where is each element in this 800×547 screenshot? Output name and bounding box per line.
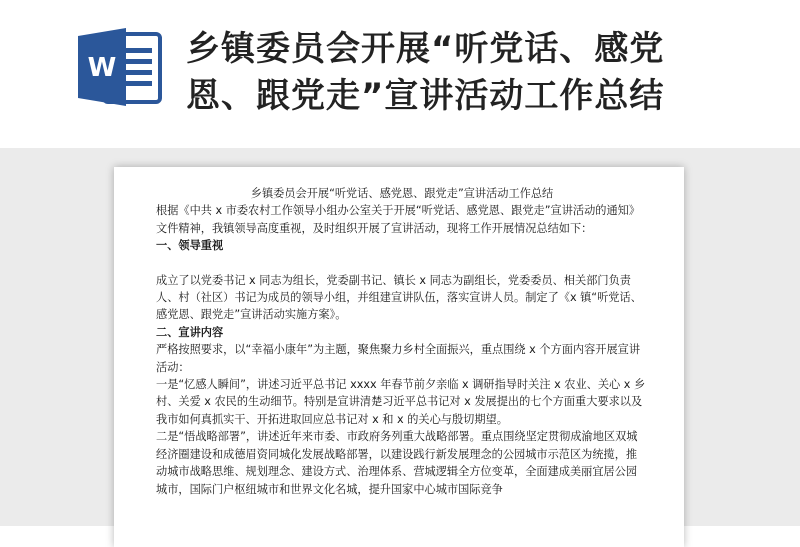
page-title-line1: 乡镇委员会开展“听党话、感党 bbox=[186, 29, 665, 69]
word-document-icon bbox=[76, 26, 168, 108]
section2-heading: 二、宣讲内容 bbox=[156, 325, 224, 339]
document-body bbox=[156, 185, 648, 498]
list-item: 二是“悟战略部署”，讲述近年来市委、市政府务列重大战略部署。重点围绕坚定贯彻成渝地区双城经济圈建设和成德眉资同城化发展战略部署，以建设践行新发展理念的公园城市示范区为统揽，推动城市战略思维、规划理念、建设方式、治理体系、营城逻辑全方位变革，全面建成美丽宜居公园城市，国际门户枢纽城市和世界文化名城，提升国家中心城市国际竞争 bbox=[156, 430, 638, 496]
document-intro: 根据《中共 x 市委农村工作领导小组办公室关于开展“听党话、感党恩、跟党走”宣讲活动的通知》文件精神，我镇领导高度重视，及时组织开展了宣讲活动，现将工作开展情况总结如下： bbox=[156, 204, 641, 235]
section2-intro: 严格按照要求，以“幸福小康年”为主题，聚焦聚力乡村全面振兴，重点围绕 x 个方面内容开展宣讲活动： bbox=[156, 343, 641, 374]
section1-heading: 一、领导重视 bbox=[156, 239, 224, 253]
document-page bbox=[114, 167, 684, 547]
page-title bbox=[186, 26, 786, 120]
section1-body: 成立了以党委书记 x 同志为组长，党委副书记、镇长 x 同志为副组长，党委委员、相关部门负责人、村（社区）书记为成员的领导小组，并组建宣讲队伍，落实宣讲人员。制定了《x 镇“听党话、感党恩、跟党走”宣讲活动实施方案》。 bbox=[156, 273, 642, 322]
list-item: 一是“忆感人瞬间”，讲述习近平总书记 xxxx 年春节前夕亲临 x 调研指导时关注 x 农业、关心 x 乡村、关爱 x 农民的生动细节。特别是宣讲清楚习近平总书记对 x 发展提出的七个方面重大要求以及我市如何真抓实干、开拓进取回应总书记对 x 和 x 的关心与殷切期望。 bbox=[156, 378, 646, 426]
document-title: 乡镇委员会开展“听党话、感党恩、跟党走”宣讲活动工作总结 bbox=[250, 187, 554, 200]
page-header bbox=[0, 0, 800, 150]
page-title-line2: 恩、跟党走”宣讲活动工作总结 bbox=[186, 76, 665, 116]
word-icon-letter: W bbox=[87, 53, 117, 83]
